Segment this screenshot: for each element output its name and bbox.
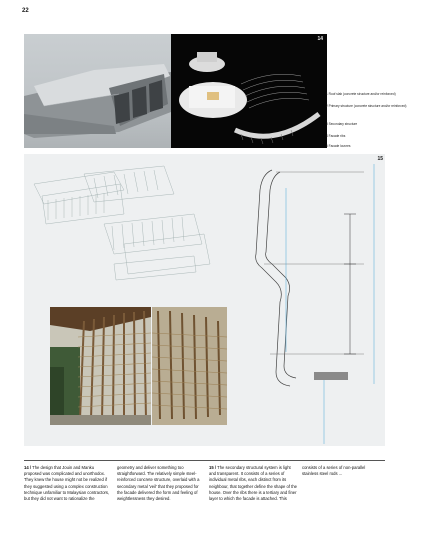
legend-item-facade-ribs: 4 Facade ribs	[326, 134, 346, 138]
legend-item-primary-structure: 2 Primary structure (concrete structure and/or reinforced)	[326, 104, 407, 108]
layered-structure-render	[171, 34, 327, 148]
text-column-2	[117, 465, 205, 502]
timber-louvre-scene	[152, 307, 227, 425]
concrete-model-illustration	[24, 34, 171, 148]
text-column-4	[302, 465, 382, 477]
rendered-structure-image	[171, 34, 327, 148]
text-column-1-body: The design that Jouin and Manku proposed was complicated and unorthodox. They knew the house might not be realized if they suggested using a complex construction technique unfamiliar to Malaysian contractors, but they did not want to rationalize the	[24, 465, 110, 502]
text-column-2-body: geometry and deliver something too straightforward. The relatively simple steel-reinforced concrete structure, overlaid with a secondary metal 'veil' that they proposed for the facade delivered the form and feeling of weightlessness they desired.	[117, 465, 200, 502]
text-column-3-body: The secondary structural system is light and transparent. It consists of a series of individual metal ribs, each distinct from its neighbour, that together define the shape of the house. Over the ribs there is a tertiary and finer layer to which the facade is attached. This	[209, 465, 298, 502]
text-column-1-lead: 14 /	[24, 465, 33, 470]
legend-item-secondary-structure: 3 Secondary structure	[326, 122, 358, 126]
text-separator-rule	[24, 460, 385, 461]
text-column-3-lead: 15 /	[209, 465, 218, 470]
figure-14-label: 14	[317, 36, 323, 42]
text-column-3	[209, 465, 297, 502]
figure-15-label: 15	[377, 156, 383, 162]
timber-facade-photo	[50, 307, 151, 425]
text-column-1	[24, 465, 112, 502]
text-column-4-body: consists of a series of non-parallel stainless steel rods ...	[302, 465, 366, 477]
timber-facade-photo-continued	[152, 307, 227, 425]
timber-facade-scene	[50, 307, 151, 425]
legend-item-facade-louvres: 5 Facade louvres	[326, 144, 351, 148]
legend-item-roof-slab: 1 Roof slab (concrete structure and/or reinforced)	[326, 92, 396, 96]
page-number: 22	[22, 8, 29, 14]
concrete-model-photo	[24, 34, 171, 148]
